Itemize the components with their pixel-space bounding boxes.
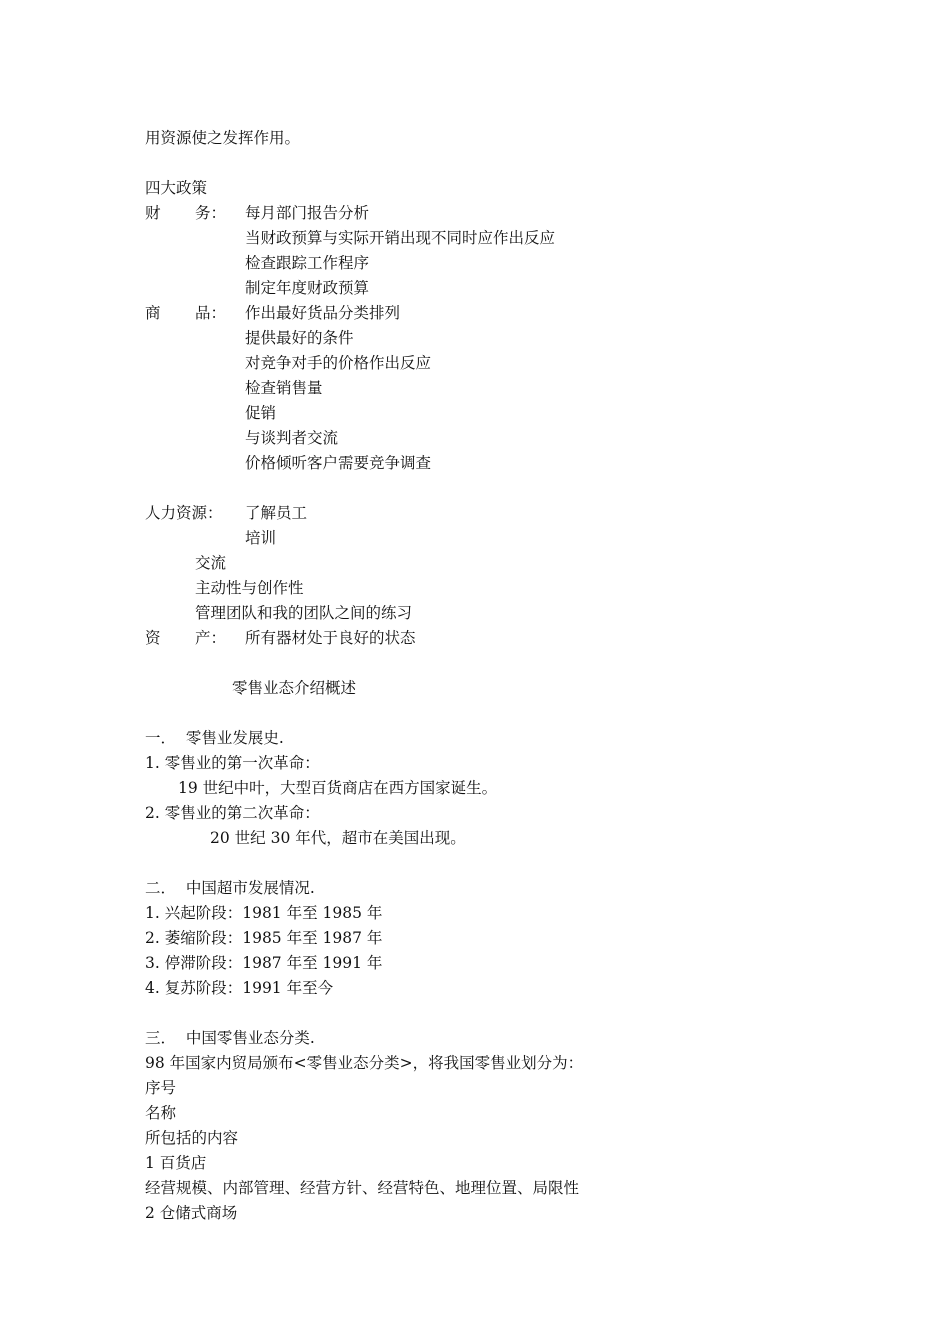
goods-item: 与谈判者交流 xyxy=(245,429,339,447)
list-item-detail: 19 世纪中叶，大型百货商店在西方国家诞生。 xyxy=(178,779,498,797)
goods-item: 价格倾听客户需要竞争调查 xyxy=(245,454,432,472)
table-cell: 经营规模、内部管理、经营方针、经营特色、地理位置、局限性 xyxy=(145,1179,580,1197)
hr-item: 主动性与创作性 xyxy=(195,579,304,597)
finance-label-a: 财 xyxy=(145,204,161,222)
table-row: 1 百货店 xyxy=(145,1154,207,1172)
table-row: 2 仓储式商场 xyxy=(145,1204,238,1222)
table-header: 所包括的内容 xyxy=(145,1129,239,1147)
section-heading: 一． 零售业发展史. xyxy=(145,729,284,747)
hr-item: 了解员工 xyxy=(245,504,308,522)
list-item: 4. 复苏阶段：1991 年至今 xyxy=(145,979,334,997)
table-header: 序号 xyxy=(145,1079,177,1097)
list-item: 1. 兴起阶段：1981 年至 1985 年 xyxy=(145,904,383,922)
hr-item: 交流 xyxy=(195,554,227,572)
goods-item: 提供最好的条件 xyxy=(245,329,354,347)
hr-label: 人力资源： xyxy=(145,504,223,522)
paragraph: 98 年国家内贸局颁布<零售业态分类>，将我国零售业划分为： xyxy=(145,1054,584,1072)
finance-item: 检查跟踪工作程序 xyxy=(245,254,370,272)
section-heading: 三． 中国零售业态分类. xyxy=(145,1029,315,1047)
goods-item: 促销 xyxy=(245,404,277,422)
goods-label-a: 商 xyxy=(145,304,161,322)
goods-item: 作出最好货品分类排列 xyxy=(245,304,401,322)
list-item-detail: 20 世纪 30 年代，超市在美国出现。 xyxy=(210,829,466,847)
table-header: 名称 xyxy=(145,1104,177,1122)
assets-label-b: 产： xyxy=(195,629,227,647)
finance-item: 当财政预算与实际开销出现不同时应作出反应 xyxy=(245,229,556,247)
intro-line: 用资源使之发挥作用。 xyxy=(145,129,301,147)
assets-item: 所有器材处于良好的状态 xyxy=(245,629,416,647)
list-item: 3. 停滞阶段：1987 年至 1991 年 xyxy=(145,954,383,972)
hr-item: 培训 xyxy=(245,529,277,547)
list-item: 2. 萎缩阶段：1985 年至 1987 年 xyxy=(145,929,383,947)
policies-title: 四大政策 xyxy=(145,179,208,197)
assets-label-a: 资 xyxy=(145,629,161,647)
list-item: 2. 零售业的第二次革命： xyxy=(145,804,320,822)
list-item: 1. 零售业的第一次革命： xyxy=(145,754,320,772)
goods-item: 对竞争对手的价格作出反应 xyxy=(245,354,432,372)
goods-label-b: 品： xyxy=(195,304,227,322)
finance-item: 每月部门报告分析 xyxy=(245,204,370,222)
finance-label-b: 务： xyxy=(195,204,227,222)
finance-item: 制定年度财政预算 xyxy=(245,279,370,297)
overview-title: 零售业态介绍概述 xyxy=(232,679,357,697)
goods-item: 检查销售量 xyxy=(245,379,323,397)
section-heading: 二． 中国超市发展情况. xyxy=(145,879,315,897)
hr-item: 管理团队和我的团队之间的练习 xyxy=(195,604,413,622)
